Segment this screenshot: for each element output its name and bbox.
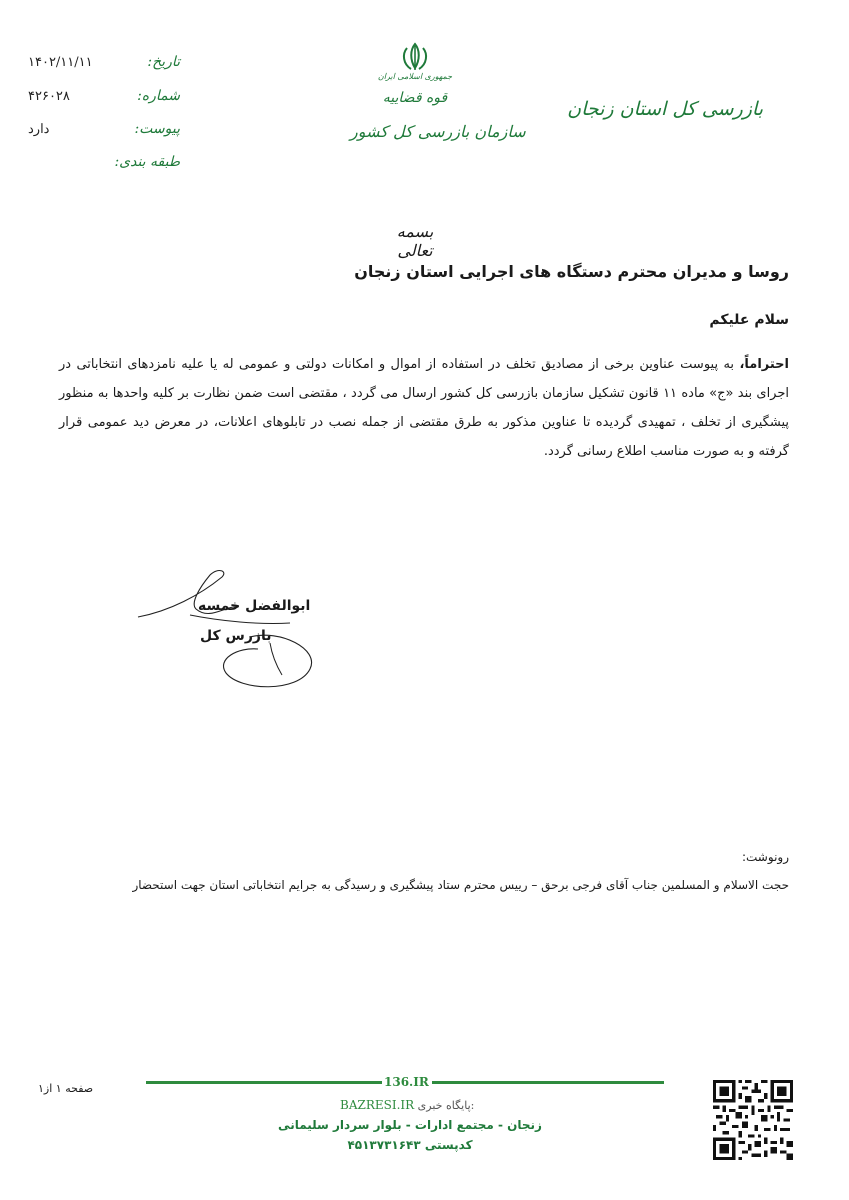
date-label: تاریخ:	[147, 54, 180, 70]
office-address: زنجان - مجتمع ادارات - بلوار سردار سلیمانی	[278, 1118, 542, 1132]
page-number: صفحه ۱ از۱	[38, 1082, 94, 1095]
footer-rule-left	[146, 1081, 382, 1084]
classification-label: طبقه بندی:	[114, 154, 180, 170]
number-label: شماره:	[137, 88, 180, 104]
date-value: ۱۴۰۲/۱۱/۱۱	[28, 55, 93, 70]
attachment-field	[20, 121, 180, 143]
office-title: بازرسی کل استان زنجان	[567, 98, 763, 120]
country-name: جمهوری اسلامی ایران	[377, 72, 453, 81]
signer-name: ابوالفضل خمسه	[198, 598, 311, 614]
invocation: بسمه تعالی	[396, 222, 434, 260]
letter-body	[59, 350, 789, 466]
iran-emblem-icon	[398, 42, 432, 72]
cc-label: رونوشت:	[741, 850, 789, 864]
judiciary-name: قوه قضاییه	[382, 90, 448, 106]
date-field	[20, 54, 180, 76]
attachment-label: پیوست:	[134, 121, 180, 137]
footer-rule-right	[432, 1081, 664, 1084]
classification-field	[20, 154, 180, 176]
number-value: ۴۲۶۰۲۸	[28, 89, 70, 104]
news-site-row	[340, 1098, 474, 1112]
addressee: روسا و مدیران محترم دستگاه های اجرایی استان زنجان	[354, 262, 789, 281]
number-field	[20, 88, 180, 110]
news-site-url[interactable]: BAZRESI.IR	[340, 1098, 415, 1112]
greeting: سلام علیکم	[709, 312, 789, 328]
letter-salutation: احتراماً،	[739, 357, 790, 372]
cc-recipient: حجت الاسلام و المسلمین جناب آقای فرجی برحق – رییس محترم ستاد پیشگیری و رسیدگی به جرایم انتخاباتی استان جهت استحضار	[132, 878, 789, 892]
attachment-value: دارد	[28, 122, 50, 137]
letter-text: به پیوست عناوین برخی از مصادیق تخلف در استفاده از اموال و امکانات دولتی و عمومی له یا علیه نامزدهای انتخاباتی در اجرای بند «ج» ماده ۱۱ قانون تشکیل سازمان بازرسی کل کشور ارسال می گردد ، مقتضی است ضمن نظارت بر کلیه واحدها به منظور پیشگیری از تخلف ، تمهیدی گردیده تا عناوین مذکور به طرق مقتضی از جمله نصب در تابلوهای اعلانات، در معرض دید عمومی قرار گرفته و به صورت مناسب اطلاع رسانی گردد.	[59, 357, 790, 459]
organization-name: سازمان بازرسی کل کشور	[350, 122, 526, 141]
qr-code-icon	[713, 1080, 793, 1160]
news-site-label: پایگاه خبری:	[417, 1099, 475, 1112]
signer-title: بازرس کل	[200, 628, 272, 644]
hotline-code: 136.IR	[384, 1075, 429, 1089]
postal-code: کدپستی ۴۵۱۳۷۳۱۶۴۳	[347, 1138, 473, 1152]
